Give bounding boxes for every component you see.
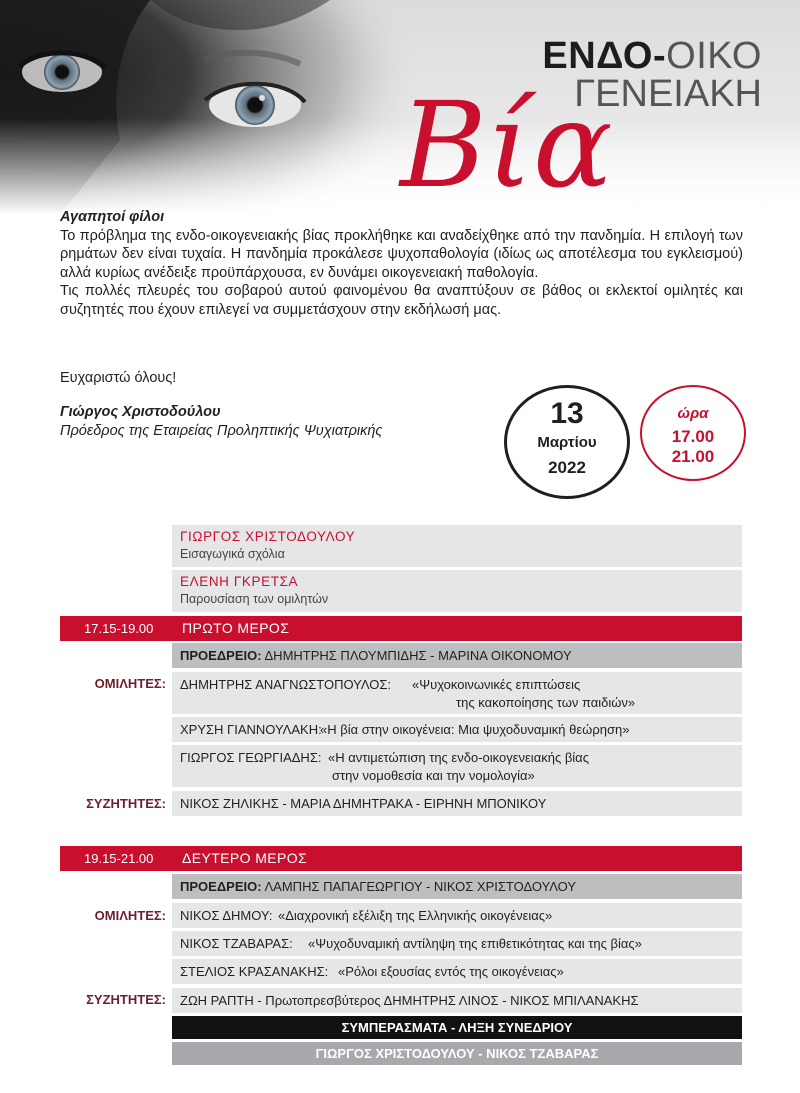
thanks-text: Ευχαριστώ όλους! <box>60 370 177 386</box>
time-circle <box>640 385 746 481</box>
title-script-text: Βία <box>400 76 613 204</box>
part1-speakers-label: ΟΜΙΛΗΤΕΣ: <box>94 676 166 691</box>
chair-names: ΔΗΜΗΤΡΗΣ ΠΛΟΥΜΠΙΔΗΣ - ΜΑΡΙΝΑ ΟΙΚΟΝΟΜΟΥ <box>264 648 572 663</box>
part1-speaker-row <box>172 745 742 787</box>
date-day: 13 <box>550 397 584 430</box>
title-script-bia <box>360 74 720 204</box>
closing-names-bar: ΓΙΩΡΓΟΣ ΧΡΙΣΤΟΔΟΥΛΟΥ - ΝΙΚΟΣ ΤΖΑΒΑΡΑΣ <box>172 1042 742 1065</box>
chair-names: ΛΑΜΠΗΣ ΠΑΠΑΓΕΩΡΓΙΟΥ - ΝΙΚΟΣ ΧΡΙΣΤΟΔΟΥΛΟΥ <box>264 879 577 894</box>
part2-chair <box>180 879 576 894</box>
opening-speaker-subtitle: Εισαγωγικά σχόλια <box>180 547 285 561</box>
part2-chair-row <box>172 874 742 899</box>
closing-title-bar: ΣΥΜΠΕΡΑΣΜΑΤΑ - ΛΗΞΗ ΣΥΝΕΔΡΙΟΥ <box>172 1016 742 1039</box>
part1-header <box>60 616 742 641</box>
time-end: 21.00 <box>671 447 715 466</box>
speaker-talk-line-1: «Η βία στην οικογένεια: Μια ψυχοδυναμική θεώρηση» <box>320 722 630 737</box>
opening-row-1 <box>172 525 742 567</box>
part2-speaker-row <box>172 903 742 928</box>
chair-label: ΠΡΟΕΔΡΕΙΟ: <box>180 648 262 663</box>
opening-speaker-name: ΓΙΩΡΓΟΣ ΧΡΙΣΤΟΔΟΥΛΟΥ <box>180 529 356 544</box>
date-year: 2022 <box>548 458 586 477</box>
speaker-name: ΓΙΩΡΓΟΣ ΓΕΩΡΓΙΑΔΗΣ: <box>180 750 322 765</box>
part2-speaker-row <box>172 959 742 984</box>
time-label: ώρα <box>677 405 709 422</box>
chair-label: ΠΡΟΕΔΡΕΙΟ: <box>180 879 262 894</box>
date-month: Μαρτίου <box>537 434 597 451</box>
part1-title: ΠΡΩΤΟ ΜΕΡΟΣ <box>182 620 290 636</box>
title-part-oiko: ΟΙΚΟ <box>666 35 762 77</box>
part2-speakers-label: ΟΜΙΛΗΤΕΣ: <box>94 908 166 923</box>
part1-speaker-row <box>172 672 742 714</box>
speaker-talk: «Ρόλοι εξουσίας εντός της οικογένειας» <box>338 964 564 979</box>
speaker-name: ΧΡΥΣΗ ΓΙΑΝΝΟΥΛΑΚΗ: <box>180 722 322 737</box>
part2-discussants-row <box>172 988 742 1013</box>
part1-speaker-row <box>172 717 742 742</box>
part2-title: ΔΕΥΤΕΡΟ ΜΕΡΟΣ <box>182 850 308 866</box>
opening-speaker-name: ΕΛΕΝΗ ΓΚΡΕΤΣΑ <box>180 574 299 589</box>
part2-header <box>60 846 742 871</box>
discussants-names: ΝΙΚΟΣ ΖΗΛΙΚΗΣ - ΜΑΡΙΑ ΔΗΜΗΤΡΑΚΑ - ΕΙΡΗΝΗ ΜΠΟΝΙΚΟΥ <box>180 796 547 811</box>
discussants-names: ΖΩΗ ΡΑΠΤΗ - Πρωτοπρεσβύτερος ΔΗΜΗΤΡΗΣ ΛΙΝΟΣ - ΝΙΚΟΣ ΜΠΙΛΑΝΑΚΗΣ <box>180 993 639 1008</box>
signature-name: Γιώργος Χριστοδούλου <box>60 404 221 420</box>
part1-discussants-label: ΣΥΖΗΤΗΤΕΣ: <box>86 796 166 811</box>
speaker-talk-line-2: της κακοποίησης των παιδιών» <box>456 695 636 710</box>
intro-letter <box>60 208 743 319</box>
speaker-name: ΣΤΕΛΙΟΣ ΚΡΑΣΑΝΑΚΗΣ: <box>180 964 329 979</box>
part1-time: 17.15-19.00 <box>84 621 154 636</box>
speaker-name: ΝΙΚΟΣ ΔΗΜΟΥ: <box>180 908 273 923</box>
title-line-2: ΓΕΝΕΙΑΚΗ <box>574 73 762 115</box>
intro-paragraph-1: Το πρόβλημα της ενδο-οικογενειακής βίας προκλήθηκε και αναδείχθηκε από την πανδημία. Η επιλογή των ρημάτων δεν είναι τυχαία. Η πανδημία προκάλεσε ψυχοπαθολογία (ιδίως ως αποτέλεσμα του εγκλεισμού) αλλά κυρίως ανέδειξε προϋπάρχουσα, εν δυνάμει οικογενειακή παθολογία. <box>60 227 743 281</box>
speaker-talk-line-1: «Ψυχοκοινωνικές επιπτώσεις <box>412 677 581 692</box>
poster-title <box>400 30 770 204</box>
speaker-talk-line-2: στην νομοθεσία και την νομολογία» <box>332 768 535 783</box>
greeting: Αγαπητοί φίλοι <box>60 209 165 225</box>
signature-role: Πρόεδρος της Εταιρείας Προληπτικής Ψυχιατρικής <box>60 423 383 439</box>
part1-discussants-row <box>172 791 742 816</box>
title-part-endo: ΕΝΔΟ- <box>542 35 667 77</box>
part1-chair-row <box>172 643 742 668</box>
speaker-talk-line-1: «Η αντιμετώπιση της ενδο-οικογενειακής βίας <box>328 750 589 765</box>
hero-banner <box>0 0 800 215</box>
title-line-1 <box>542 36 762 76</box>
date-circle <box>504 385 630 499</box>
opening-row-2 <box>172 570 742 612</box>
speaker-name: ΝΙΚΟΣ ΤΖΑΒΑΡΑΣ: <box>180 936 293 951</box>
speaker-name: ΔΗΜΗΤΡΗΣ ΑΝΑΓΝΩΣΤΟΠΟΥΛΟΣ: <box>180 677 392 692</box>
speaker-talk: «Ψυχοδυναμική αντίληψη της επιθετικότητας και της βίας» <box>308 936 642 951</box>
part2-discussants-label: ΣΥΖΗΤΗΤΕΣ: <box>86 992 166 1007</box>
intro-paragraph-2: Τις πολλές πλευρές του σοβαρού αυτού φαινομένου θα αναπτύξουν σε βάθος οι εκλεκτοί ομιλητές και συζητητές που έχουν επιλεγεί να συμμετάσχουν στην εκδήλωσή μας. <box>60 283 743 318</box>
part2-speaker-row <box>172 931 742 956</box>
time-start: 17.00 <box>671 427 715 446</box>
speaker-talk: «Διαχρονική εξέλιξη της Ελληνικής οικογένειας» <box>278 908 553 923</box>
opening-speaker-subtitle: Παρουσίαση των ομιλητών <box>180 592 329 606</box>
part1-chair <box>180 648 572 663</box>
part2-time: 19.15-21.00 <box>84 851 154 866</box>
